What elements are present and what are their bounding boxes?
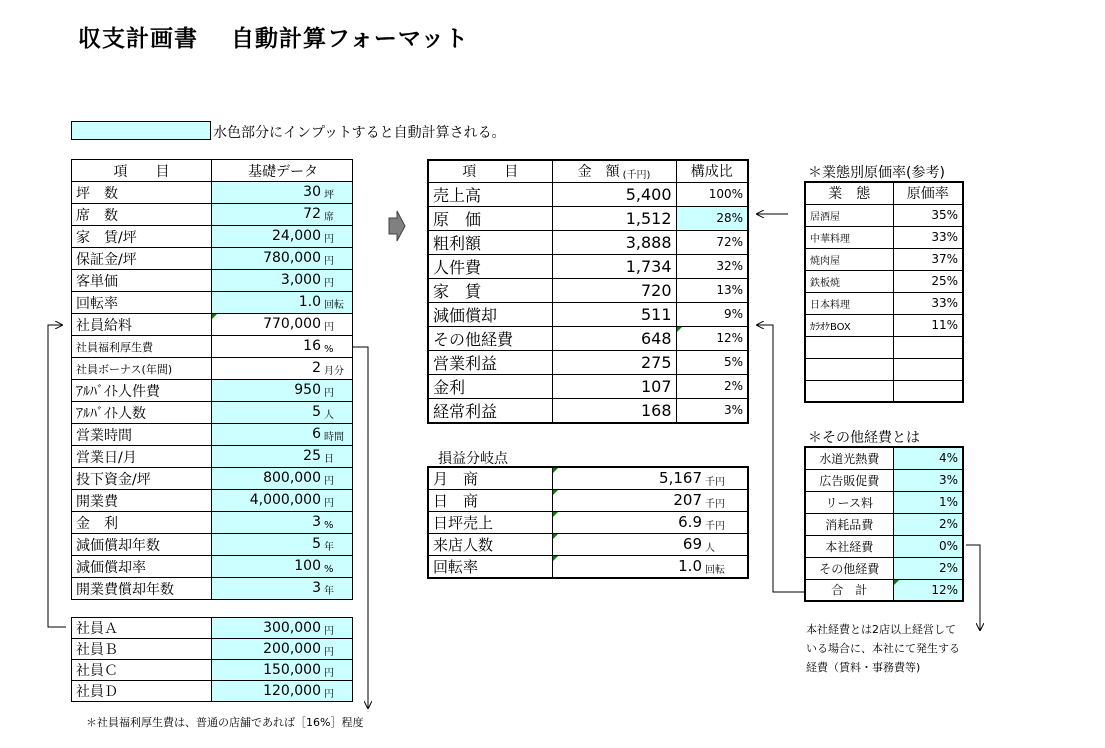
breakeven-row-visitors bbox=[428, 534, 748, 556]
staff-row-d bbox=[72, 681, 353, 702]
result-header bbox=[428, 160, 748, 182]
input-unit: 円 bbox=[324, 388, 334, 399]
input-cell-opening-cost[interactable] bbox=[212, 490, 353, 512]
input-label: 減価償却年数 bbox=[72, 534, 212, 556]
input-value: 16 bbox=[303, 338, 321, 354]
input-cell-seats[interactable] bbox=[212, 204, 353, 226]
other-expense-input[interactable]: 4% bbox=[893, 447, 963, 469]
staff-cell-c[interactable] bbox=[212, 660, 353, 681]
input-unit: 時間 bbox=[324, 432, 344, 443]
input-row-seats bbox=[72, 204, 353, 226]
result-ratio[interactable]: 9% bbox=[676, 302, 748, 326]
other-expense-label: その他経費 bbox=[805, 557, 893, 579]
staff-value: 120,000 bbox=[263, 682, 321, 699]
input-label: 家 賃/坪 bbox=[72, 226, 212, 248]
result-amount[interactable]: 648 bbox=[552, 326, 676, 350]
result-ratio[interactable]: 12% bbox=[676, 326, 748, 350]
input-value: 5 bbox=[312, 404, 321, 420]
result-label: 粗利額 bbox=[428, 230, 552, 254]
empty-cell[interactable] bbox=[805, 358, 893, 380]
input-value: 800,000 bbox=[263, 470, 321, 486]
header-item: 項 目 bbox=[72, 160, 212, 182]
result-row-gross bbox=[428, 230, 748, 254]
result-label: 経常利益 bbox=[428, 398, 552, 423]
empty-cell[interactable] bbox=[893, 336, 963, 358]
breakeven-label: 日 商 bbox=[428, 490, 552, 512]
other-expense-label: 本社経費 bbox=[805, 535, 893, 557]
input-cell-turnover[interactable] bbox=[212, 292, 353, 314]
input-cell-depr-rate[interactable] bbox=[212, 556, 353, 578]
input-unit: 円 bbox=[324, 278, 334, 289]
breakeven-cell[interactable] bbox=[552, 534, 748, 556]
input-color-legend-swatch bbox=[71, 121, 211, 140]
input-row-deposit bbox=[72, 248, 353, 270]
input-cell-welfare[interactable] bbox=[212, 336, 353, 358]
input-label: 社員ボーナス(年間) bbox=[72, 358, 212, 380]
input-unit: 年 bbox=[324, 542, 334, 553]
input-row-depr-years bbox=[72, 534, 353, 556]
staff-label: 社員Ａ bbox=[72, 618, 212, 639]
other-expense-label: リース料 bbox=[805, 491, 893, 513]
staff-label: 社員Ｃ bbox=[72, 660, 212, 681]
input-row-salary bbox=[72, 314, 353, 336]
input-cell-tsubo[interactable] bbox=[212, 182, 353, 204]
hq-expense-to-note-arrow bbox=[966, 545, 980, 630]
breakeven-cell[interactable] bbox=[552, 556, 748, 579]
cost-rate-value[interactable]: 25% bbox=[893, 270, 963, 292]
cost-rate-header-type: 業 態 bbox=[805, 182, 893, 204]
breakeven-row-monthly bbox=[428, 467, 748, 490]
input-cell-parttime-wage[interactable] bbox=[212, 380, 353, 402]
welfare-note: ＊社員福利厚生費は、普通の店舗であれば［16%］程度 bbox=[86, 716, 364, 729]
input-unit: 円 bbox=[324, 234, 334, 245]
staff-unit: 円 bbox=[324, 667, 334, 679]
input-row-bonus bbox=[72, 358, 353, 380]
result-row-rent bbox=[428, 278, 748, 302]
input-label: ｱﾙﾊﾞｲﾄ人数 bbox=[72, 402, 212, 424]
result-row-operating bbox=[428, 350, 748, 374]
input-cell-hours[interactable] bbox=[212, 424, 353, 446]
input-cell-parttime-count[interactable] bbox=[212, 402, 353, 424]
other-expense-input[interactable]: 2% bbox=[893, 513, 963, 535]
cost-rate-row bbox=[805, 248, 963, 270]
other-expense-row bbox=[805, 557, 963, 579]
input-cell-days[interactable] bbox=[212, 446, 353, 468]
input-row-turnover bbox=[72, 292, 353, 314]
result-ratio[interactable]: 100% bbox=[676, 182, 748, 206]
input-value: 3 bbox=[312, 580, 321, 596]
other-expense-row bbox=[805, 513, 963, 535]
input-unit: 坪 bbox=[324, 190, 334, 201]
breakeven-value: 5,167 bbox=[659, 469, 702, 487]
basic-data-table bbox=[71, 159, 353, 600]
result-label: 家 賃 bbox=[428, 278, 552, 302]
input-row-rent bbox=[72, 226, 353, 248]
other-expense-label: 消耗品費 bbox=[805, 513, 893, 535]
computed-value: 770,000 bbox=[263, 316, 321, 332]
input-value: 4,000,000 bbox=[249, 492, 321, 508]
breakeven-label: 来店人数 bbox=[428, 534, 552, 556]
other-expense-label: 水道光熱費 bbox=[805, 447, 893, 469]
result-label: 原 価 bbox=[428, 206, 552, 230]
breakeven-value: 6.9 bbox=[678, 513, 702, 531]
input-label: 開業費 bbox=[72, 490, 212, 512]
input-value: 72 bbox=[303, 206, 321, 222]
other-expense-input[interactable]: 1% bbox=[893, 491, 963, 513]
income-statement-table bbox=[427, 159, 749, 424]
other-expense-total-arrow bbox=[757, 325, 804, 592]
header-basic-data: 基礎データ bbox=[212, 160, 353, 182]
cost-rate-type: 中華料理 bbox=[805, 226, 893, 248]
input-label: 保証金/坪 bbox=[72, 248, 212, 270]
input-cell-depr-years[interactable] bbox=[212, 534, 353, 556]
result-amount[interactable]: 107 bbox=[552, 374, 676, 398]
input-label: 客単価 bbox=[72, 270, 212, 292]
input-cell-deposit[interactable] bbox=[212, 248, 353, 270]
input-cell-interest[interactable] bbox=[212, 512, 353, 534]
input-row-interest bbox=[72, 512, 353, 534]
staff-cell-a[interactable] bbox=[212, 618, 353, 639]
input-row-tsubo bbox=[72, 182, 353, 204]
other-expense-total-label: 合 計 bbox=[805, 579, 893, 601]
cost-rate-type: 鉄板焼 bbox=[805, 270, 893, 292]
computed-cell-salary[interactable] bbox=[212, 314, 353, 336]
breakeven-unit: 千円 bbox=[705, 477, 725, 488]
result-row-labor bbox=[428, 254, 748, 278]
result-label: 営業利益 bbox=[428, 350, 552, 374]
input-label: 営業時間 bbox=[72, 424, 212, 446]
empty-cell[interactable] bbox=[893, 380, 963, 402]
input-value: 3 bbox=[312, 514, 321, 530]
input-value: 2 bbox=[312, 360, 321, 376]
input-row-parttime-count bbox=[72, 402, 353, 424]
result-amount[interactable]: 1,734 bbox=[552, 254, 676, 278]
result-row-cost bbox=[428, 206, 748, 230]
page-title: 収支計画書 自動計算フォーマット bbox=[78, 26, 469, 52]
other-expenses-table bbox=[804, 446, 964, 602]
input-label: 金 利 bbox=[72, 512, 212, 534]
basic-data-header bbox=[72, 160, 353, 182]
result-label: 減価償却 bbox=[428, 302, 552, 326]
result-amount[interactable]: 168 bbox=[552, 398, 676, 423]
result-ratio[interactable]: 72% bbox=[676, 230, 748, 254]
input-value: 25 bbox=[303, 448, 321, 464]
other-expense-total-row bbox=[805, 579, 963, 601]
input-unit: 円 bbox=[324, 322, 334, 333]
staff-row-b bbox=[72, 639, 353, 660]
result-row-ordinary bbox=[428, 398, 748, 423]
result-label: 売上高 bbox=[428, 182, 552, 206]
staff-cell-b[interactable] bbox=[212, 639, 353, 660]
input-row-investment bbox=[72, 468, 353, 490]
cost-rate-table bbox=[804, 181, 964, 403]
input-value: 5 bbox=[312, 536, 321, 552]
breakeven-label: 回転率 bbox=[428, 556, 552, 579]
breakeven-unit: 千円 bbox=[705, 499, 725, 510]
cost-rate-value[interactable]: 11% bbox=[893, 314, 963, 336]
input-unit: 円 bbox=[324, 498, 334, 509]
breakeven-cell[interactable] bbox=[552, 467, 748, 490]
empty-cell[interactable] bbox=[805, 380, 893, 402]
input-row-opening-years bbox=[72, 578, 353, 600]
staff-label: 社員Ｄ bbox=[72, 681, 212, 702]
input-value: 30 bbox=[303, 184, 321, 200]
input-cell-bonus[interactable] bbox=[212, 358, 353, 380]
empty-cell[interactable] bbox=[893, 358, 963, 380]
breakeven-label: 日坪売上 bbox=[428, 512, 552, 534]
cost-rate-type: 日本料理 bbox=[805, 292, 893, 314]
other-expense-row bbox=[805, 491, 963, 513]
input-row-unit-price bbox=[72, 270, 353, 292]
input-value: 6 bbox=[312, 426, 321, 442]
other-expense-row bbox=[805, 447, 963, 469]
other-expense-total[interactable]: 12% bbox=[893, 579, 963, 601]
input-row-depr-rate bbox=[72, 556, 353, 578]
input-color-legend-text: 水色部分にインプットすると自動計算される。 bbox=[213, 125, 506, 141]
input-value: 950 bbox=[294, 382, 321, 398]
staff-label: 社員Ｂ bbox=[72, 639, 212, 660]
input-cell-unit-price[interactable] bbox=[212, 270, 353, 292]
other-expense-label: 広告販促費 bbox=[805, 469, 893, 491]
staff-unit: 円 bbox=[324, 688, 334, 700]
cost-rate-row bbox=[805, 314, 963, 336]
input-row-welfare bbox=[72, 336, 353, 358]
input-cell-opening-years[interactable] bbox=[212, 578, 353, 600]
result-header-amount: 金 額 (千円) bbox=[552, 160, 676, 182]
result-row-other bbox=[428, 326, 748, 350]
other-expense-input[interactable]: 2% bbox=[893, 557, 963, 579]
cost-rate-header bbox=[805, 182, 963, 204]
result-header-item: 項 目 bbox=[428, 160, 552, 182]
result-ratio[interactable]: 3% bbox=[676, 398, 748, 423]
input-cell-investment[interactable] bbox=[212, 468, 353, 490]
breakeven-row-daily bbox=[428, 490, 748, 512]
input-label: 投下資金/坪 bbox=[72, 468, 212, 490]
result-row-sales bbox=[428, 182, 748, 206]
hq-expense-note: 本社経費とは2店以上経営している場合に、本社にて発生する経費（賃料・事務費等) bbox=[806, 623, 960, 674]
breakeven-row-turnover bbox=[428, 556, 748, 579]
input-unit: 日 bbox=[324, 454, 334, 465]
input-label: ｱﾙﾊﾞｲﾄ人件費 bbox=[72, 380, 212, 402]
staff-row-c bbox=[72, 660, 353, 681]
cost-rate-empty-row bbox=[805, 336, 963, 358]
input-label: 社員福利厚生費 bbox=[72, 336, 212, 358]
input-label: 営業日/月 bbox=[72, 446, 212, 468]
breakeven-cell[interactable] bbox=[552, 512, 748, 534]
breakeven-value: 1.0 bbox=[678, 557, 702, 575]
result-amount[interactable]: 5,400 bbox=[552, 182, 676, 206]
input-unit: 人 bbox=[324, 410, 334, 421]
cost-rate-row bbox=[805, 204, 963, 226]
result-row-interest bbox=[428, 374, 748, 398]
cost-rate-value[interactable]: 37% bbox=[893, 248, 963, 270]
cost-rate-empty-row bbox=[805, 380, 963, 402]
cost-ratio-input[interactable]: 28% bbox=[676, 206, 748, 230]
input-value: 3,000 bbox=[280, 272, 321, 288]
result-row-depreciation bbox=[428, 302, 748, 326]
input-row-parttime-wage bbox=[72, 380, 353, 402]
staff-unit: 円 bbox=[324, 625, 334, 637]
cost-rate-value[interactable]: 35% bbox=[893, 204, 963, 226]
result-label: 金利 bbox=[428, 374, 552, 398]
input-value: 1.0 bbox=[298, 294, 321, 310]
result-amount[interactable]: 275 bbox=[552, 350, 676, 374]
input-label: 開業費償却年数 bbox=[72, 578, 212, 600]
staff-cell-d[interactable] bbox=[212, 681, 353, 702]
input-label: 坪 数 bbox=[72, 182, 212, 204]
result-ratio[interactable]: 13% bbox=[676, 278, 748, 302]
input-row-days bbox=[72, 446, 353, 468]
input-row-opening-cost bbox=[72, 490, 353, 512]
result-amount[interactable]: 511 bbox=[552, 302, 676, 326]
cost-rate-empty-row bbox=[805, 358, 963, 380]
input-unit: 円 bbox=[324, 256, 334, 267]
right-arrow-icon bbox=[388, 210, 406, 242]
breakeven-title: 損益分岐点 bbox=[438, 451, 508, 467]
result-header-ratio: 構成比 bbox=[676, 160, 748, 182]
input-row-hours bbox=[72, 424, 353, 446]
other-expense-row bbox=[805, 535, 963, 557]
input-value: 780,000 bbox=[263, 250, 321, 266]
staff-salary-table bbox=[71, 617, 353, 702]
cost-rate-value[interactable]: 33% bbox=[893, 226, 963, 248]
result-ratio[interactable]: 5% bbox=[676, 350, 748, 374]
result-ratio[interactable]: 32% bbox=[676, 254, 748, 278]
input-value: 24,000 bbox=[272, 228, 321, 244]
result-amount[interactable]: 720 bbox=[552, 278, 676, 302]
result-amount[interactable]: 3,888 bbox=[552, 230, 676, 254]
staff-value: 200,000 bbox=[263, 640, 321, 657]
cost-rate-type: ｶﾗｵｹBOX bbox=[805, 314, 893, 336]
result-header-amount-unit: (千円) bbox=[622, 170, 651, 182]
breakeven-value: 69 bbox=[682, 535, 702, 553]
cost-rate-row bbox=[805, 270, 963, 292]
cost-rate-type: 居酒屋 bbox=[805, 204, 893, 226]
input-unit: 円 bbox=[324, 476, 334, 487]
input-cell-rent[interactable] bbox=[212, 226, 353, 248]
result-label: その他経費 bbox=[428, 326, 552, 350]
input-label: 回転率 bbox=[72, 292, 212, 314]
breakeven-row-tsubo-sales bbox=[428, 512, 748, 534]
input-label: 席 数 bbox=[72, 204, 212, 226]
breakeven-unit: 千円 bbox=[705, 521, 725, 532]
result-label: 人件費 bbox=[428, 254, 552, 278]
breakeven-unit: 人 bbox=[705, 543, 715, 554]
input-unit: 回転 bbox=[324, 300, 344, 311]
breakeven-label: 月 商 bbox=[428, 467, 552, 490]
other-expenses-title: ＊その他経費とは bbox=[808, 430, 920, 446]
input-unit: 年 bbox=[324, 586, 334, 597]
cost-rate-title: ＊業態別原価率(参考) bbox=[808, 165, 945, 181]
staff-value: 300,000 bbox=[263, 619, 321, 636]
other-expense-row bbox=[805, 469, 963, 491]
breakeven-unit: 回転 bbox=[705, 565, 725, 576]
input-unit: 席 bbox=[324, 212, 334, 223]
empty-cell[interactable] bbox=[805, 336, 893, 358]
cost-rate-type: 焼肉屋 bbox=[805, 248, 893, 270]
input-label: 減価償却率 bbox=[72, 556, 212, 578]
other-expense-input[interactable]: 3% bbox=[893, 469, 963, 491]
welfare-to-note-arrow bbox=[352, 347, 368, 708]
cost-rate-value[interactable]: 33% bbox=[893, 292, 963, 314]
staff-unit: 円 bbox=[324, 646, 334, 658]
breakeven-value: 207 bbox=[673, 491, 702, 509]
staff-to-salary-arrow bbox=[48, 325, 66, 627]
staff-value: 150,000 bbox=[263, 661, 321, 678]
result-amount[interactable]: 1,512 bbox=[552, 206, 676, 230]
input-label: 社員給料 bbox=[72, 314, 212, 336]
staff-row-a bbox=[72, 618, 353, 639]
input-unit: 月分 bbox=[324, 366, 344, 377]
cost-rate-row bbox=[805, 226, 963, 248]
other-expense-input[interactable]: 0% bbox=[893, 535, 963, 557]
input-value: 100 bbox=[294, 558, 321, 574]
cost-rate-header-rate: 原価率 bbox=[893, 182, 963, 204]
input-unit: % bbox=[324, 520, 334, 531]
breakeven-table bbox=[427, 466, 749, 579]
cost-rate-row bbox=[805, 292, 963, 314]
input-unit: % bbox=[324, 564, 334, 575]
input-unit: % bbox=[324, 344, 334, 355]
breakeven-cell[interactable] bbox=[552, 490, 748, 512]
result-ratio[interactable]: 2% bbox=[676, 374, 748, 398]
